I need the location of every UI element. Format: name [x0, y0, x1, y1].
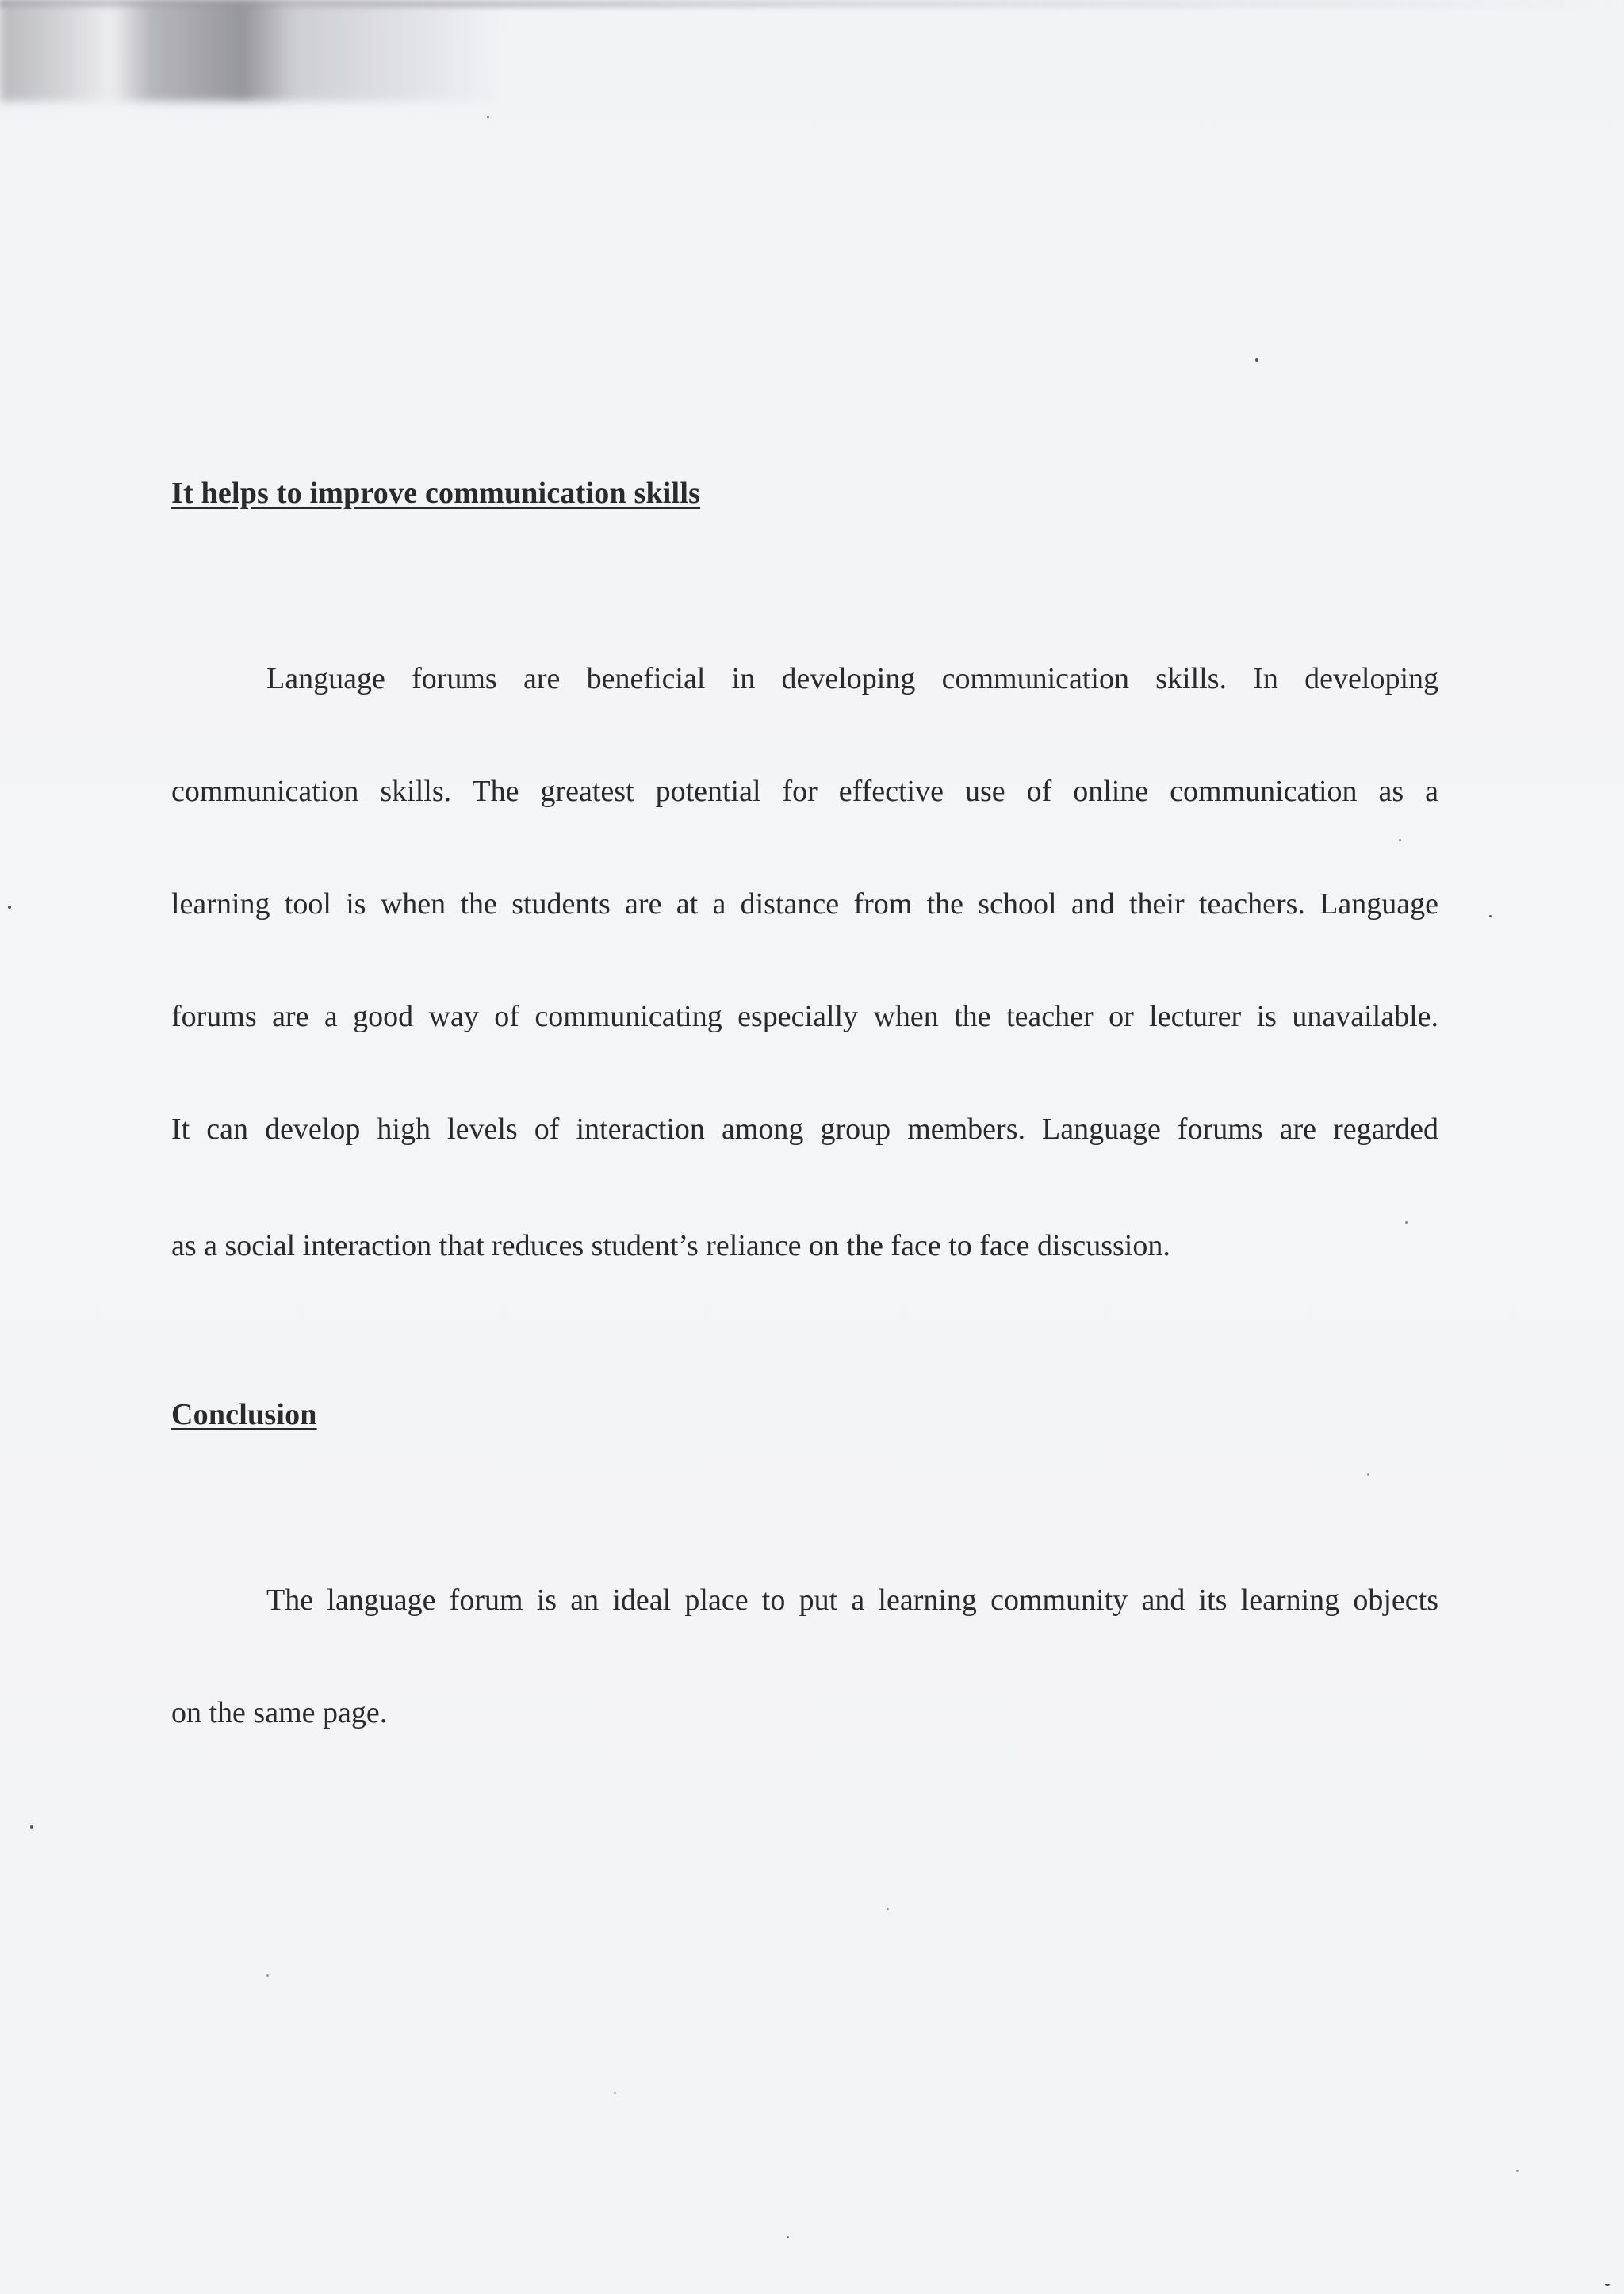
scan-speck — [887, 1908, 889, 1910]
section-heading-conclusion: Conclusion — [171, 1398, 317, 1431]
section-heading-communication-skills: It helps to improve communication skills — [171, 477, 701, 510]
scan-speck — [1489, 915, 1492, 917]
paragraph-line: as a social interaction that reduces student’s reliance on the face to face discussion. — [171, 1229, 1170, 1262]
paragraph-line: learning tool is when the students are at a distance from the school and their teachers. Language — [171, 887, 1438, 921]
scan-speck — [8, 906, 11, 909]
paragraph-line: Language forums are beneficial in developing communication skills. In developing — [266, 662, 1438, 695]
scan-speck — [787, 2236, 789, 2238]
scan-speck — [1516, 2170, 1519, 2172]
scan-speck — [614, 2092, 616, 2094]
scan-speck — [266, 1974, 269, 1977]
paragraph-line: on the same page. — [171, 1696, 388, 1729]
scan-speck — [487, 116, 489, 118]
scan-speck — [1405, 1221, 1408, 1224]
scan-speck — [1255, 358, 1258, 362]
paragraph-line: It can develop high levels of interaction among group members. Language forums are regarded — [171, 1113, 1438, 1146]
scan-speck — [1605, 2284, 1610, 2286]
scan-corner-shadow — [0, 0, 508, 101]
scan-speck — [1399, 839, 1401, 841]
paragraph-line: forums are a good way of communicating especially when the teacher or lecturer is unavailable. — [171, 1000, 1438, 1033]
scan-speck — [1367, 1473, 1369, 1476]
scan-speck — [30, 1825, 33, 1829]
paragraph-line: communication skills. The greatest potential for effective use of online communication as a — [171, 775, 1438, 808]
paragraph-line: The language forum is an ideal place to put a learning community and its learning objects — [266, 1584, 1438, 1617]
